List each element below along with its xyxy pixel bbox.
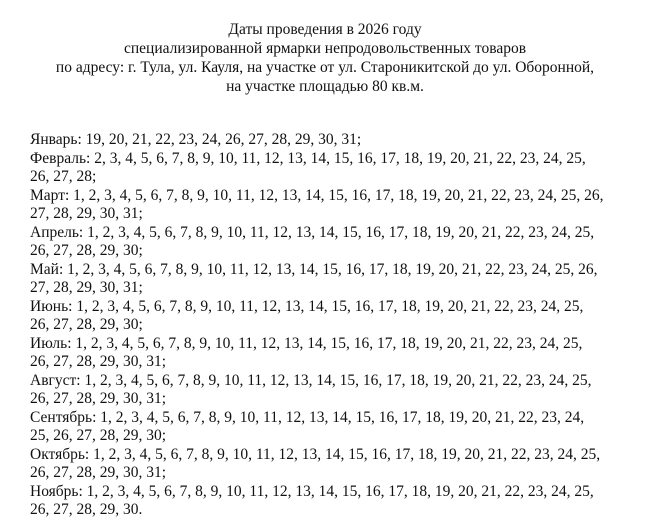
schedule-line: Сентябрь: 1, 2, 3, 4, 5, 6, 7, 8, 9, 10, 11, 12, 13, 14, 15, 16, 17, 18, 19, 20, 21, 22, 23, 24, (30, 408, 585, 426)
schedule-line: 26, 27, 28, 29, 30, 31; (30, 464, 167, 481)
schedule-line: Июль: 1, 2, 3, 4, 5, 6, 7, 8, 9, 10, 11, 12, 13, 14, 15, 16, 17, 18, 19, 20, 21, 22, 23, 24, 25, (30, 334, 583, 352)
document-header (0, 20, 650, 96)
schedule-line: 25, 26, 27, 28, 29, 30; (30, 427, 167, 444)
schedule-line: Июнь: 1, 2, 3, 4, 5, 6, 7, 8, 9, 10, 11, 12, 13, 14, 15, 16, 17, 18, 19, 20, 21, 22, 23, 24, 25, (30, 297, 584, 315)
schedule-line: Август: 1, 2, 3, 4, 5, 6, 7, 8, 9, 10, 11, 12, 13, 14, 15, 16, 17, 18, 19, 20, 21, 22, 23, 24, 25, (30, 371, 592, 389)
schedule-line: Ноябрь: 1, 2, 3, 4, 5, 6, 7, 8, 9, 10, 11, 12, 13, 14, 15, 16, 17, 18, 19, 20, 21, 22, 23, 24, 25, (30, 482, 594, 500)
schedule-line: 27, 28, 29, 30, 31; (30, 205, 143, 222)
schedule-line: 26, 27, 28; (30, 168, 97, 185)
schedule-line: 26, 27, 28, 29, 30; (30, 316, 143, 333)
schedule-line: 26, 27, 28, 29, 30, 31; (30, 353, 167, 370)
schedule-line: Май: 1, 2, 3, 4, 5, 6, 7, 8, 9, 10, 11, 12, 13, 14, 15, 16, 17, 18, 19, 20, 21, 22, 23, 24, 25, 26, (30, 260, 598, 278)
schedule-line: 26, 27, 28, 29, 30. (30, 501, 143, 518)
schedule-line: Март: 1, 2, 3, 4, 5, 6, 7, 8, 9, 10, 11, 12, 13, 14, 15, 16, 17, 18, 19, 20, 21, 22, 23, 24, 25, 26, (30, 186, 604, 204)
header-line: по адресу: г. Тула, ул. Кауля, на участке от ул. Староникитской до ул. Оборонной, (55, 59, 595, 76)
schedule-line: 26, 27, 28, 29, 30; (30, 242, 143, 259)
schedule-line: Октябрь: 1, 2, 3, 4, 5, 6, 7, 8, 9, 10, 11, 12, 13, 14, 15, 16, 17, 18, 19, 20, 21, 22, 23, 24, 25, (30, 445, 601, 463)
schedule-line: Апрель: 1, 2, 3, 4, 5, 6, 7, 8, 9, 10, 11, 12, 13, 14, 15, 16, 17, 18, 19, 20, 21, 22, 23, 24, 25, (30, 223, 595, 241)
schedule-line: Январь: 19, 20, 21, 22, 23, 24, 26, 27, 28, 29, 30, 31; (30, 131, 362, 148)
header-line: на участке площадью 80 кв.м. (226, 78, 424, 95)
schedule-line: 27, 28, 29, 30, 31; (30, 279, 143, 296)
header-line: Даты проведения в 2026 году (228, 21, 422, 38)
schedule-line: Февраль: 2, 3, 4, 5, 6, 7, 8, 9, 10, 11, 12, 13, 14, 15, 16, 17, 18, 19, 20, 21, 22, 23, 24, 25, (30, 149, 586, 167)
schedule-list (30, 131, 640, 520)
schedule-line: 26, 27, 28, 29, 30, 31; (30, 390, 167, 407)
header-line: специализированной ярмарки непродовольственных товаров (123, 40, 527, 57)
